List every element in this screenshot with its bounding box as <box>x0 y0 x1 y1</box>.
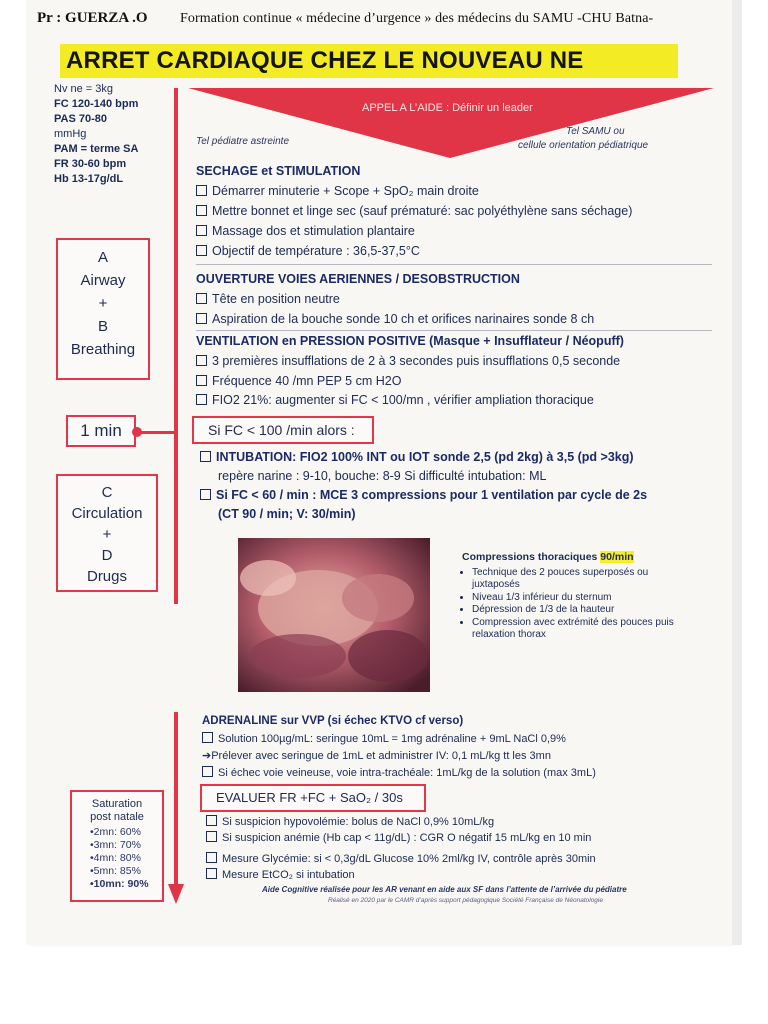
saturation-box <box>70 790 164 902</box>
checkbox-icon <box>206 868 217 879</box>
norm-fc: FC 120-140 bpm <box>54 98 139 110</box>
saturation-list <box>72 826 162 891</box>
saturation-item: •2mn: 60% <box>90 826 141 838</box>
sechage-item: Massage dos et stimulation plantaire <box>196 224 415 238</box>
checkbox-icon <box>196 293 207 304</box>
checkbox-icon <box>196 245 207 256</box>
checkbox-icon <box>200 451 211 462</box>
fc-condition-box: Si FC < 100 /min alors : <box>192 416 374 444</box>
divider <box>196 330 712 331</box>
saturation-item: •4mn: 80% <box>90 852 141 864</box>
checkbox-icon <box>202 732 213 743</box>
suspicion-item: Si suspicion anémie (Hb cap < 11g/dL) : CGR O négatif 15 mL/kg en 10 min <box>206 831 591 844</box>
intubation-repere: repère narine : 9-10, bouche: 8-9 Si difficulté intubation: ML <box>218 469 547 483</box>
sechage-item: Démarrer minuterie + Scope + SpO₂ main droite <box>196 184 479 198</box>
sechage-item: Mettre bonnet et linge sec (sauf prématuré: sac polyéthylène sans séchage) <box>196 204 632 218</box>
saturation-subtitle: post natale <box>90 811 144 823</box>
compressions-panel <box>462 551 682 642</box>
ventilation-item: FIO2 21%: augmenter si FC < 100/mn , vérifier ampliation thoracique <box>196 393 594 407</box>
airway-breathing-box <box>56 238 150 380</box>
sechage-item: Objectif de température : 36,5-37,5°C <box>196 244 420 258</box>
ventilation-title: VENTILATION en PRESSION POSITIVE (Masque + Insufflateur / Néopuff) <box>196 334 624 348</box>
tel-pediatre: Tel pédiatre astreinte <box>196 136 290 147</box>
box-circulation: Circulation <box>71 505 143 522</box>
highlight-rate: 90/min <box>600 551 634 563</box>
box-letter-b: B <box>97 318 108 335</box>
cellule-orientation: cellule orientation pédiatrique <box>518 140 649 151</box>
newborn-compression-photo <box>238 538 430 692</box>
mce-rates: (CT 90 / min; V: 30/min) <box>218 507 356 521</box>
compression-item: • Niveau 1/3 inférieur du sternum <box>472 592 682 605</box>
suspicion-item: Si suspicion hypovolémie: bolus de NaCl 0,9% 10mL/kg <box>206 815 494 828</box>
appel-banner-text: APPEL A L’AIDE : Définir un leader <box>362 102 533 114</box>
saturation-item: •10mn: 90% <box>90 878 149 890</box>
footer-credit: Aide Cognitive réalisée pour les AR venant en aide aux SF dans l’attente de l’arrivée du pédiatre <box>262 885 627 894</box>
one-minute-box: 1 min <box>66 415 136 447</box>
adrenaline-item: ➔Prélever avec seringue de 1mL et administrer IV: 0,1 mL/kg tt les 3mn <box>202 750 551 762</box>
norm-pas: PAS 70-80 <box>54 113 107 125</box>
divider <box>196 264 712 265</box>
suspicion-item: Mesure Glycémie: si < 0,3g/dL Glucose 10% 2ml/kg IV, contrôle après 30min <box>206 852 596 865</box>
timeline-line-bottom <box>174 712 178 892</box>
intubation-line: INTUBATION: FIO2 100% INT ou IOT sonde 2,5 (pd 2kg) à 3,5 (pd >3kg) <box>200 450 634 464</box>
ventilation-item: 3 premières insufflations de 2 à 3 secondes puis insufflations 0,5 seconde <box>196 354 620 368</box>
box-airway: Airway <box>80 272 126 289</box>
tel-samu: Tel SAMU ou <box>566 126 625 137</box>
compression-item: • Dépression de 1/3 de la hauteur <box>472 604 682 617</box>
checkbox-icon <box>196 185 207 196</box>
ouverture-item: Tête en position neutre <box>196 292 340 306</box>
checkbox-icon <box>196 375 207 386</box>
box-drugs: Drugs <box>86 568 127 585</box>
box-letter-c: C <box>101 484 113 501</box>
checkbox-icon <box>206 852 217 863</box>
box-plus: + <box>102 526 112 543</box>
ouverture-item: Aspiration de la bouche sonde 10 ch et orifices narinaires sonde 8 ch <box>196 312 594 326</box>
checkbox-icon <box>196 205 207 216</box>
minute-connector-dot <box>132 427 142 437</box>
norm-pas-unit: mmHg <box>54 128 87 140</box>
course-header: Formation continue « médecine d’urgence » des médecins du SAMU -CHU Batna- <box>180 11 654 26</box>
adrenaline-title: ADRENALINE sur VVP (si échec KTVO cf verso) <box>202 715 464 727</box>
page-title: ARRET CARDIAQUE CHEZ LE NOUVEAU NE <box>60 44 678 78</box>
minute-connector <box>136 431 176 434</box>
sechage-title: SECHAGE et STIMULATION <box>196 164 361 178</box>
norm-fr: FR 30-60 bpm <box>54 158 127 170</box>
checkbox-icon <box>196 394 207 405</box>
norm-pam: PAM = terme SA <box>54 143 139 155</box>
evaluer-box: EVALUER FR +FC + SaO₂ / 30s <box>200 784 426 812</box>
box-letter-d: D <box>101 547 113 564</box>
checkbox-icon <box>200 489 211 500</box>
checkbox-icon <box>196 225 207 236</box>
compression-item: • Technique des 2 pouces superposés ou juxtaposés <box>472 567 682 592</box>
checkbox-icon <box>206 831 217 842</box>
timeline-line-top <box>174 88 178 604</box>
timeline-arrow-down-icon <box>168 884 184 906</box>
ouverture-title: OUVERTURE VOIES AERIENNES / DESOBSTRUCTION <box>196 272 520 286</box>
checkbox-icon <box>196 313 207 324</box>
checkbox-icon <box>206 815 217 826</box>
norm-weight: Nv ne = 3kg <box>54 83 114 95</box>
saturation-title: Saturation <box>91 798 143 810</box>
checkbox-icon <box>196 355 207 366</box>
neonatal-norms <box>54 82 138 187</box>
compression-item: • Compression avec extrémité des pouces puis relaxation thorax <box>472 617 682 642</box>
adrenaline-item: Solution 100µg/mL: seringue 10mL = 1mg adrénaline + 9mL NaCl 0,9% <box>202 732 566 745</box>
checkbox-icon <box>202 766 213 777</box>
author-header: Pr : GUERZA .O <box>37 10 148 26</box>
mce-line: Si FC < 60 / min : MCE 3 compressions pour 1 ventilation par cycle de 2s <box>200 488 647 502</box>
suspicion-item: Mesure EtCO₂ si intubation <box>206 868 355 881</box>
adrenaline-item: Si échec voie veineuse, voie intra-trachéale: 1mL/kg de la solution (max 3mL) <box>202 766 596 779</box>
saturation-item: •5mn: 85% <box>90 865 141 877</box>
saturation-item: •3mn: 70% <box>90 839 141 851</box>
footer-source: Réalisé en 2020 par le CAMR d’après support pédagogique Société Française de Néonatologie <box>328 897 603 904</box>
compressions-title: Compressions thoraciques 90/min <box>462 551 634 563</box>
box-plus: + <box>98 295 108 312</box>
box-letter-a: A <box>97 249 108 266</box>
page-edge-shadow <box>732 0 742 945</box>
norm-hb: Hb 13-17g/dL <box>54 173 124 185</box>
ventilation-item: Fréquence 40 /mn PEP 5 cm H2O <box>196 374 401 388</box>
circulation-drugs-box <box>56 474 158 592</box>
box-breathing: Breathing <box>70 341 136 358</box>
